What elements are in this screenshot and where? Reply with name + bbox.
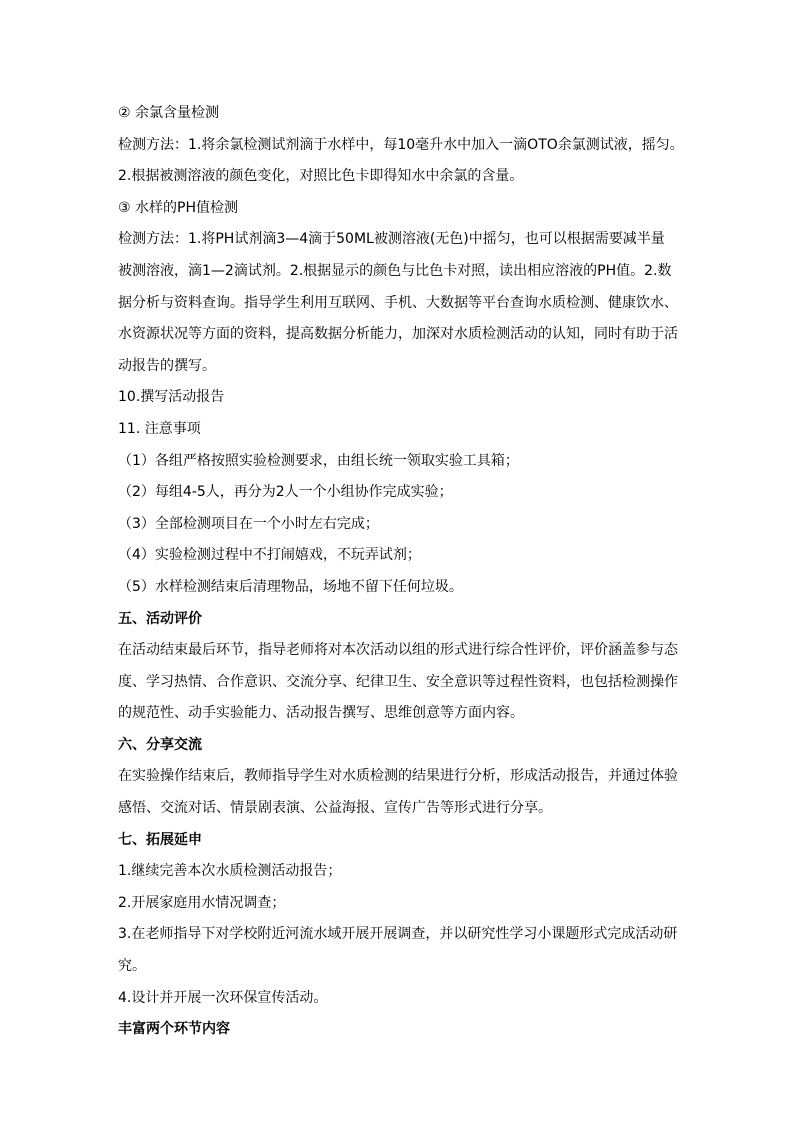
- paragraph-line: 2.根据被测溶液的颜色变化，对照比色卡即得知水中余氯的含量。: [118, 168, 524, 185]
- closing-heading: 丰富两个环节内容: [118, 1021, 230, 1038]
- paragraph-line: 动报告的撰写。: [118, 357, 216, 374]
- list-item: 究。: [118, 958, 146, 975]
- list-item: （5）水样检测结束后清理物品，场地不留下任何垃圾。: [118, 578, 463, 595]
- document-page: [118, 102, 690, 1050]
- paragraph-line: 检测方法：1.将余氯检测试剂滴于水样中，每10毫升水中加入一滴OTO余氯测试液，摇匀。: [118, 136, 684, 153]
- paragraph-line: 的规范性、动手实验能力、活动报告撰写、思维创意等方面内容。: [118, 705, 524, 722]
- paragraph-line: 据分析与资料查询。指导学生利用互联网、手机、大数据等平台查询水质检测、健康饮水、: [118, 294, 678, 311]
- list-item: 4.设计并开展一次环保宣传活动。: [118, 989, 328, 1006]
- list-item: 3.在老师指导下对学校附近河流水域开展开展调查，并以研究性学习小课题形式完成活动研: [118, 926, 678, 943]
- section-heading-sharing: 六、分享交流: [118, 736, 202, 753]
- list-item: （2）每组4-5人，再分为2人一个小组协作完成实验；: [118, 484, 453, 501]
- list-item: （3）全部检测项目在一个小时左右完成；: [118, 515, 379, 532]
- list-item: 10.撰写活动报告: [118, 389, 225, 406]
- paragraph-line: 检测方法：1.将PH试剂滴3—4滴于50ML被测溶液(无色)中摇匀，也可以根据需要减半量: [118, 231, 665, 248]
- paragraph-line: 在活动结束最后环节，指导老师将对本次活动以组的形式进行综合性评价，评价涵盖参与态: [118, 642, 678, 659]
- paragraph-line: 被测溶液，滴1—2滴试剂。2.根据显示的颜色与比色卡对照，读出相应溶液的PH值。2.数: [118, 262, 672, 279]
- list-item: （1）各组严格按照实验检测要求，由组长统一领取实验工具箱；: [118, 452, 519, 469]
- paragraph-line: 水资源状况等方面的资料，提高数据分析能力，加深对水质检测活动的认知，同时有助于活: [118, 326, 678, 343]
- heading-ph-test: ③ 水样的PH值检测: [118, 199, 238, 216]
- paragraph-line: 度、学习热情、合作意识、交流分享、纪律卫生、安全意识等过程性资料，也包括检测操作: [118, 673, 678, 690]
- heading-residual-chlorine: ② 余氯含量检测: [118, 105, 220, 121]
- list-item: 11. 注意事项: [118, 420, 201, 437]
- list-item: 1.继续完善本次水质检测活动报告；: [118, 863, 342, 880]
- list-item: （4）实验检测过程中不打闹嬉戏，不玩弄试剂；: [118, 547, 421, 564]
- list-item: 2.开展家庭用水情况调查；: [118, 894, 286, 911]
- section-heading-extension: 七、拓展延申: [118, 831, 202, 848]
- paragraph-line: 在实验操作结束后，教师指导学生对水质检测的结果进行分析，形成活动报告，并通过体验: [118, 768, 678, 785]
- section-heading-evaluation: 五、活动评价: [118, 610, 202, 627]
- paragraph-line: 感悟、交流对话、情景剧表演、公益海报、宣传广告等形式进行分享。: [118, 800, 552, 817]
